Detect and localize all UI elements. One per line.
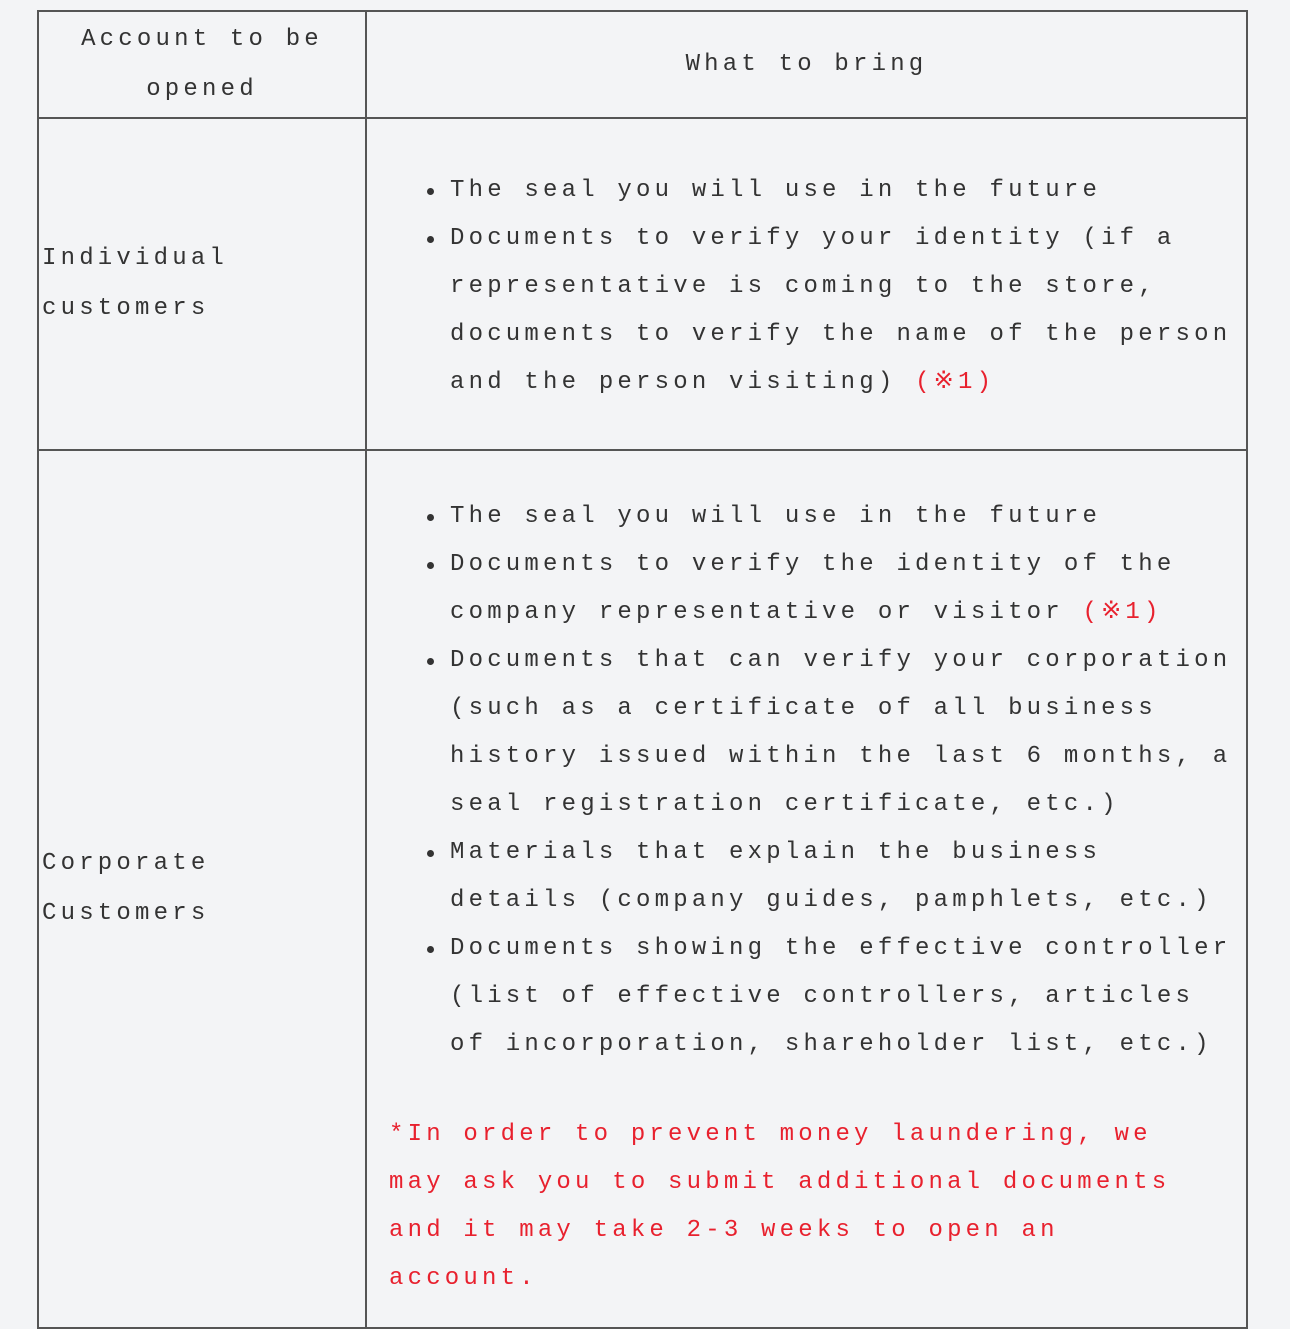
list-item	[450, 829, 1246, 925]
item-text: Materials that explain the business details (company guides, pamphlets, etc.)	[450, 839, 1213, 914]
header-row	[38, 11, 1247, 118]
footnote-ref: (※1)	[915, 369, 996, 396]
account-label: Individual customers	[42, 245, 229, 322]
account-type	[38, 450, 366, 1328]
list-item	[450, 541, 1246, 637]
item-text: Documents to verify your identity (if a representative is coming to the store, documents to verify the name of the person and the person visiting)	[450, 225, 1232, 396]
table-row	[38, 450, 1247, 1328]
item-text: Documents that can verify your corporation (such as a certificate of all business history issued within the last 6 months, a seal registration certificate, etc.)	[450, 647, 1232, 818]
money-laundering-note: *In order to prevent money laundering, we may ask you to submit additional documents and it may take 2-3 weeks to open an account.	[389, 1121, 1171, 1292]
list-item	[450, 493, 1246, 541]
account-label: Corporate Customers	[42, 850, 210, 927]
item-text: The seal you will use in the future	[450, 177, 1102, 204]
item-text: The seal you will use in the future	[450, 503, 1102, 530]
item-text: Documents showing the effective controller (list of effective controllers, articles of incorporation, shareholder list, etc.)	[450, 935, 1232, 1058]
items-list	[367, 493, 1246, 1069]
list-item	[450, 215, 1246, 407]
account-type	[38, 118, 366, 450]
header-account	[38, 11, 366, 118]
requirements-table	[37, 10, 1248, 1329]
list-item	[450, 637, 1246, 829]
list-item	[450, 925, 1246, 1069]
items-cell	[366, 450, 1247, 1328]
header-account-label: Account to be opened	[81, 25, 323, 103]
items-list	[367, 167, 1246, 407]
list-item	[450, 167, 1246, 215]
header-what-to-bring: What to bring	[366, 11, 1247, 118]
footnote-ref: (※1)	[1082, 599, 1163, 626]
item-text: Documents to verify the identity of the company representative or visitor	[450, 551, 1176, 626]
table-row	[38, 118, 1247, 450]
items-cell	[366, 118, 1247, 450]
